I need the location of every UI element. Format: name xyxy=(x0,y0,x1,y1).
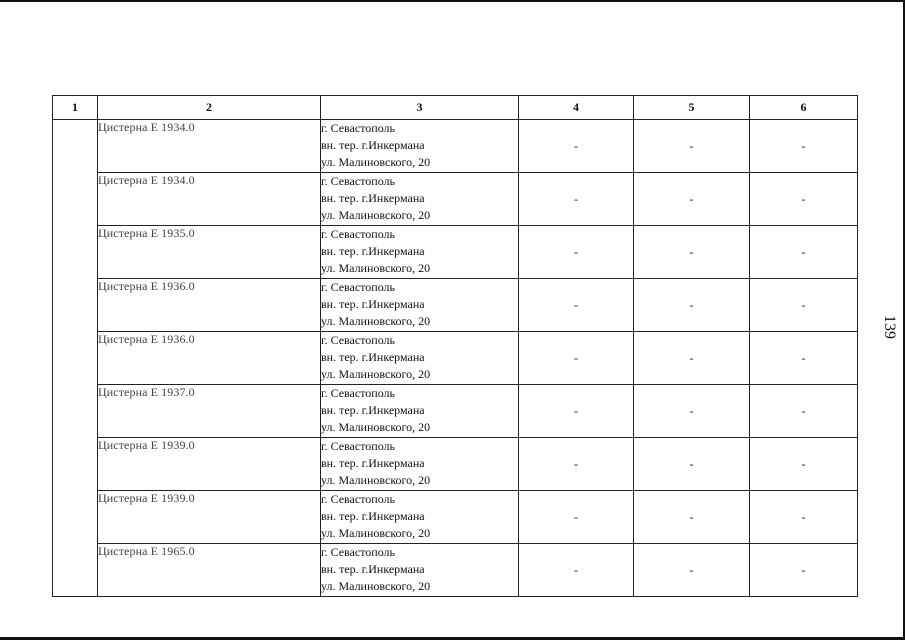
value-cell-c5: - xyxy=(634,279,750,332)
address-line: г. Севастополь xyxy=(321,174,396,188)
table-row xyxy=(53,544,858,597)
value-cell-c4: - xyxy=(519,120,634,173)
address-line: г. Севастополь xyxy=(321,545,396,559)
value-cell-c5: - xyxy=(634,173,750,226)
address-line: г. Севастополь xyxy=(321,439,396,453)
value-cell-c4: - xyxy=(519,385,634,438)
value-cell-c6: - xyxy=(750,438,858,491)
value-cell-c6: - xyxy=(750,385,858,438)
address-line: вн. тер. г.Инкермана xyxy=(321,403,425,417)
address-cell xyxy=(321,491,519,544)
table-row xyxy=(53,491,858,544)
merged-number-cell xyxy=(53,120,98,597)
value-cell-c5: - xyxy=(634,491,750,544)
address-line: вн. тер. г.Инкермана xyxy=(321,138,425,152)
value-cell-c4: - xyxy=(519,332,634,385)
address-line: ул. Малиновского, 20 xyxy=(321,155,431,169)
object-name-cell: Цистерна Е 1935.0 xyxy=(98,226,321,279)
address-line: г. Севастополь xyxy=(321,492,396,506)
object-name-cell: Цистерна Е 1937.0 xyxy=(98,385,321,438)
address-line: ул. Малиновского, 20 xyxy=(321,526,431,540)
page-number: 139 xyxy=(881,315,898,339)
table-row xyxy=(53,120,858,173)
address-line: вн. тер. г.Инкермана xyxy=(321,509,425,523)
table-row xyxy=(53,173,858,226)
header-cell: 3 xyxy=(321,96,519,120)
value-cell-c6: - xyxy=(750,226,858,279)
header-cell: 1 xyxy=(53,96,98,120)
scan-border-top xyxy=(0,0,905,2)
address-cell xyxy=(321,544,519,597)
value-cell-c4: - xyxy=(519,438,634,491)
object-name-cell: Цистерна Е 1939.0 xyxy=(98,438,321,491)
address-line: ул. Малиновского, 20 xyxy=(321,579,431,593)
table-row xyxy=(53,332,858,385)
address-line: г. Севастополь xyxy=(321,280,396,294)
address-line: ул. Малиновского, 20 xyxy=(321,367,431,381)
address-cell xyxy=(321,120,519,173)
object-name-cell: Цистерна Е 1939.0 xyxy=(98,491,321,544)
address-line: ул. Малиновского, 20 xyxy=(321,420,431,434)
value-cell-c6: - xyxy=(750,544,858,597)
address-line: г. Севастополь xyxy=(321,386,396,400)
value-cell-c4: - xyxy=(519,544,634,597)
object-name-cell: Цистерна Е 1936.0 xyxy=(98,279,321,332)
address-line: вн. тер. г.Инкермана xyxy=(321,562,425,576)
object-name-cell: Цистерна Е 1934.0 xyxy=(98,120,321,173)
header-cell: 5 xyxy=(634,96,750,120)
address-line: вн. тер. г.Инкермана xyxy=(321,191,425,205)
address-line: вн. тер. г.Инкермана xyxy=(321,244,425,258)
value-cell-c5: - xyxy=(634,120,750,173)
registry-table xyxy=(52,95,858,597)
address-line: ул. Малиновского, 20 xyxy=(321,473,431,487)
value-cell-c5: - xyxy=(634,226,750,279)
value-cell-c6: - xyxy=(750,332,858,385)
value-cell-c4: - xyxy=(519,173,634,226)
header-cell: 4 xyxy=(519,96,634,120)
value-cell-c6: - xyxy=(750,173,858,226)
value-cell-c4: - xyxy=(519,491,634,544)
value-cell-c4: - xyxy=(519,226,634,279)
address-line: г. Севастополь xyxy=(321,333,396,347)
address-line: г. Севастополь xyxy=(321,121,396,135)
address-line: вн. тер. г.Инкермана xyxy=(321,297,425,311)
table-row xyxy=(53,385,858,438)
address-cell xyxy=(321,173,519,226)
address-cell xyxy=(321,438,519,491)
header-row xyxy=(53,96,858,120)
address-line: ул. Малиновского, 20 xyxy=(321,261,431,275)
address-cell xyxy=(321,279,519,332)
value-cell-c5: - xyxy=(634,332,750,385)
value-cell-c6: - xyxy=(750,120,858,173)
object-name-cell: Цистерна Е 1965.0 xyxy=(98,544,321,597)
value-cell-c6: - xyxy=(750,491,858,544)
header-cell: 2 xyxy=(98,96,321,120)
table-row xyxy=(53,226,858,279)
address-line: ул. Малиновского, 20 xyxy=(321,208,431,222)
object-name-cell: Цистерна Е 1936.0 xyxy=(98,332,321,385)
address-cell xyxy=(321,332,519,385)
object-name-cell: Цистерна Е 1934.0 xyxy=(98,173,321,226)
value-cell-c5: - xyxy=(634,438,750,491)
address-cell xyxy=(321,226,519,279)
table-row xyxy=(53,279,858,332)
address-cell xyxy=(321,385,519,438)
value-cell-c5: - xyxy=(634,544,750,597)
header-cell: 6 xyxy=(750,96,858,120)
address-line: г. Севастополь xyxy=(321,227,396,241)
address-line: вн. тер. г.Инкермана xyxy=(321,456,425,470)
value-cell-c4: - xyxy=(519,279,634,332)
table-row xyxy=(53,438,858,491)
address-line: вн. тер. г.Инкермана xyxy=(321,350,425,364)
value-cell-c6: - xyxy=(750,279,858,332)
address-line: ул. Малиновского, 20 xyxy=(321,314,431,328)
value-cell-c5: - xyxy=(634,385,750,438)
